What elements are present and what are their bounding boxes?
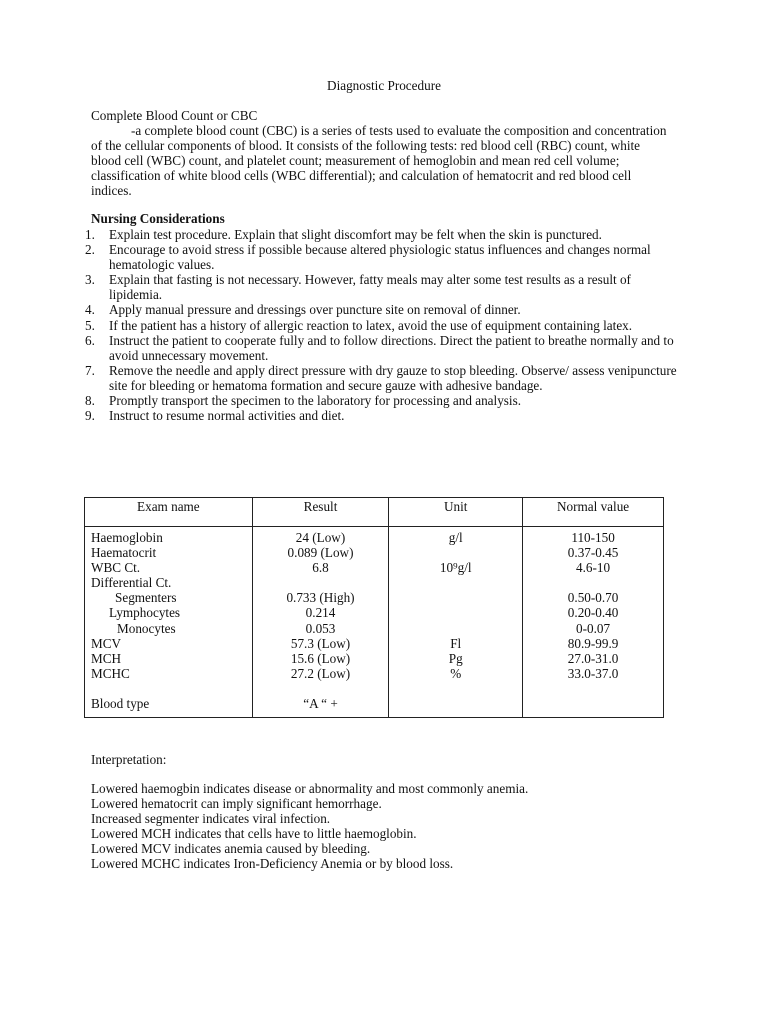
normal-value-cell <box>529 575 657 590</box>
result-cell: 27.2 (Low) <box>290 665 351 681</box>
unit-cell <box>395 621 516 636</box>
normal-value-cell: 80.9-99.9 <box>567 635 619 651</box>
list-item-text: Promptly transport the specimen to the laboratory for processing and analysis. <box>109 393 522 409</box>
list-item-text: Instruct to resume normal activities and diet. <box>109 408 345 424</box>
table-header-row <box>85 498 664 527</box>
exam-name-cell: MCV <box>91 635 122 651</box>
list-item <box>85 363 685 393</box>
list-item <box>85 408 685 423</box>
normal-value-cell: 0-0.07 <box>576 620 611 636</box>
normal-value-cell: 0.37-0.45 <box>567 545 619 561</box>
nursing-considerations-list <box>85 227 685 423</box>
normal-value-cell: 33.0-37.0 <box>567 665 619 681</box>
list-item-number: 5. <box>85 317 95 333</box>
exam-name-cell: WBC Ct. <box>91 560 141 576</box>
exam-name-cell <box>91 681 246 696</box>
unit-cell: Pg <box>448 650 463 666</box>
list-item <box>85 242 685 272</box>
list-item-text: Apply manual pressure and dressings over puncture site on removal of dinner. <box>109 302 521 318</box>
exam-name-cell: Haematocrit <box>91 545 157 561</box>
unit-cell <box>395 605 516 620</box>
list-item-text: Remove the needle and apply direct pressure with dry gauze to stop bleeding. Observe/ assess venipuncture site for bleeding or hematoma formation and secure gauze with adhesive bandage. <box>109 362 677 393</box>
result-cell: “A “ + <box>303 696 338 712</box>
unit-cell <box>395 590 516 605</box>
result-cell: 57.3 (Low) <box>290 635 351 651</box>
result-cell: 0.733 (High) <box>286 590 355 606</box>
list-item-number: 4. <box>85 302 95 318</box>
result-cell: 0.053 <box>305 620 336 636</box>
interpretation-item: Lowered MCH indicates that cells have to little haemoglobin. <box>91 826 417 842</box>
list-item-number: 8. <box>85 393 95 409</box>
exam-name-cell: Differential Ct. <box>91 575 172 591</box>
document-title: Diagnostic Procedure <box>327 78 441 93</box>
list-item <box>85 393 685 408</box>
unit-column <box>389 527 523 718</box>
lab-results-table <box>84 497 664 718</box>
interpretation-item: Lowered haemogbin indicates disease or abnormality and most commonly anemia. <box>91 781 529 796</box>
result-cell: 24 (Low) <box>295 530 346 545</box>
list-item <box>85 272 685 302</box>
normal-value-cell: 0.20-0.40 <box>567 605 619 621</box>
normal-value-cell: 0.50-0.70 <box>567 590 619 606</box>
column-header-exam-name: Exam name <box>85 498 253 527</box>
interpretation-item: Lowered MCHC indicates Iron-Deficiency Anemia or by blood loss. <box>91 856 454 872</box>
normal-value-cell: 4.6-10 <box>576 560 611 576</box>
exam-name-cell: MCHC <box>91 665 130 681</box>
unit-cell <box>395 681 516 696</box>
interpretation-item: Lowered hematocrit can imply significant hemorrhage. <box>91 796 382 812</box>
list-item <box>85 227 685 242</box>
nursing-considerations-heading: Nursing Considerations <box>91 211 225 226</box>
column-header-normal-value: Normal value <box>523 498 664 527</box>
column-header-result: Result <box>252 498 389 527</box>
exam-name-cell: Lymphocytes <box>109 605 181 621</box>
unit-cell: % <box>450 665 462 681</box>
unit-cell: g/l <box>448 530 463 545</box>
section-subtitle: Complete Blood Count or CBC <box>91 108 258 123</box>
unit-cell: 10⁹g/l <box>439 560 472 576</box>
list-item-number: 2. <box>85 242 95 258</box>
unit-cell <box>395 545 516 560</box>
interpretation-heading: Interpretation: <box>91 752 167 767</box>
normal-value-column <box>523 527 664 718</box>
list-item-number: 1. <box>85 227 95 242</box>
result-cell: 0.214 <box>305 605 336 621</box>
list-item-number: 7. <box>85 362 95 378</box>
column-header-unit: Unit <box>389 498 523 527</box>
normal-value-cell <box>529 681 657 696</box>
list-item-text: Explain that fasting is not necessary. However, fatty meals may alter some test results as a result of lipidemia. <box>109 272 631 303</box>
exam-name-column <box>85 527 253 718</box>
interpretation-list <box>91 781 528 872</box>
exam-name-cell: Haemoglobin <box>91 530 163 545</box>
table-body-row <box>85 527 664 718</box>
list-item-text: Instruct the patient to cooperate fully and to follow directions. Direct the patient to breathe normally and to avoid unnecessary movement. <box>109 332 674 363</box>
result-cell <box>259 575 383 590</box>
list-item-number: 9. <box>85 408 95 424</box>
list-item-text: If the patient has a history of allergic reaction to latex, avoid the use of equipment containing latex. <box>109 317 633 333</box>
interpretation-item: Increased segmenter indicates viral infection. <box>91 811 331 827</box>
cbc-description: -a complete blood count (CBC) is a series of tests used to evaluate the composition and concentration of the cellular components of blood. It consists of the following tests: red blood cell (RBC) count, white blood cell (WBC) count, and platelet count; measurement of hemoglobin and mean red cell volume; classification of white blood cells (WBC differential); and calculation of hematocrit and red blood cell indices. <box>91 123 667 199</box>
list-item-text: Explain test procedure. Explain that slight discomfort may be felt when the skin is punctured. <box>109 227 602 242</box>
result-cell <box>259 681 383 696</box>
interpretation-item: Lowered MCV indicates anemia caused by bleeding. <box>91 841 371 857</box>
result-column <box>252 527 389 718</box>
exam-name-cell: MCH <box>91 650 122 666</box>
list-item <box>85 302 685 317</box>
unit-cell <box>395 575 516 590</box>
exam-name-cell: Blood type <box>91 696 150 712</box>
unit-cell: Fl <box>450 635 462 651</box>
list-item-text: Encourage to avoid stress if possible because altered physiologic status influences and changes normal hematologic values. <box>109 242 651 273</box>
list-item-number: 3. <box>85 272 95 288</box>
list-item <box>85 333 685 363</box>
exam-name-cell: Monocytes <box>117 620 176 636</box>
normal-value-cell <box>529 696 657 711</box>
normal-value-cell: 110-150 <box>571 530 615 545</box>
list-item-number: 6. <box>85 332 95 348</box>
normal-value-cell: 27.0-31.0 <box>567 650 619 666</box>
exam-name-cell: Segmenters <box>115 590 177 606</box>
result-cell: 0.089 (Low) <box>287 545 354 561</box>
unit-cell <box>395 696 516 711</box>
list-item <box>85 318 685 333</box>
result-cell: 6.8 <box>312 560 329 576</box>
result-cell: 15.6 (Low) <box>290 650 351 666</box>
